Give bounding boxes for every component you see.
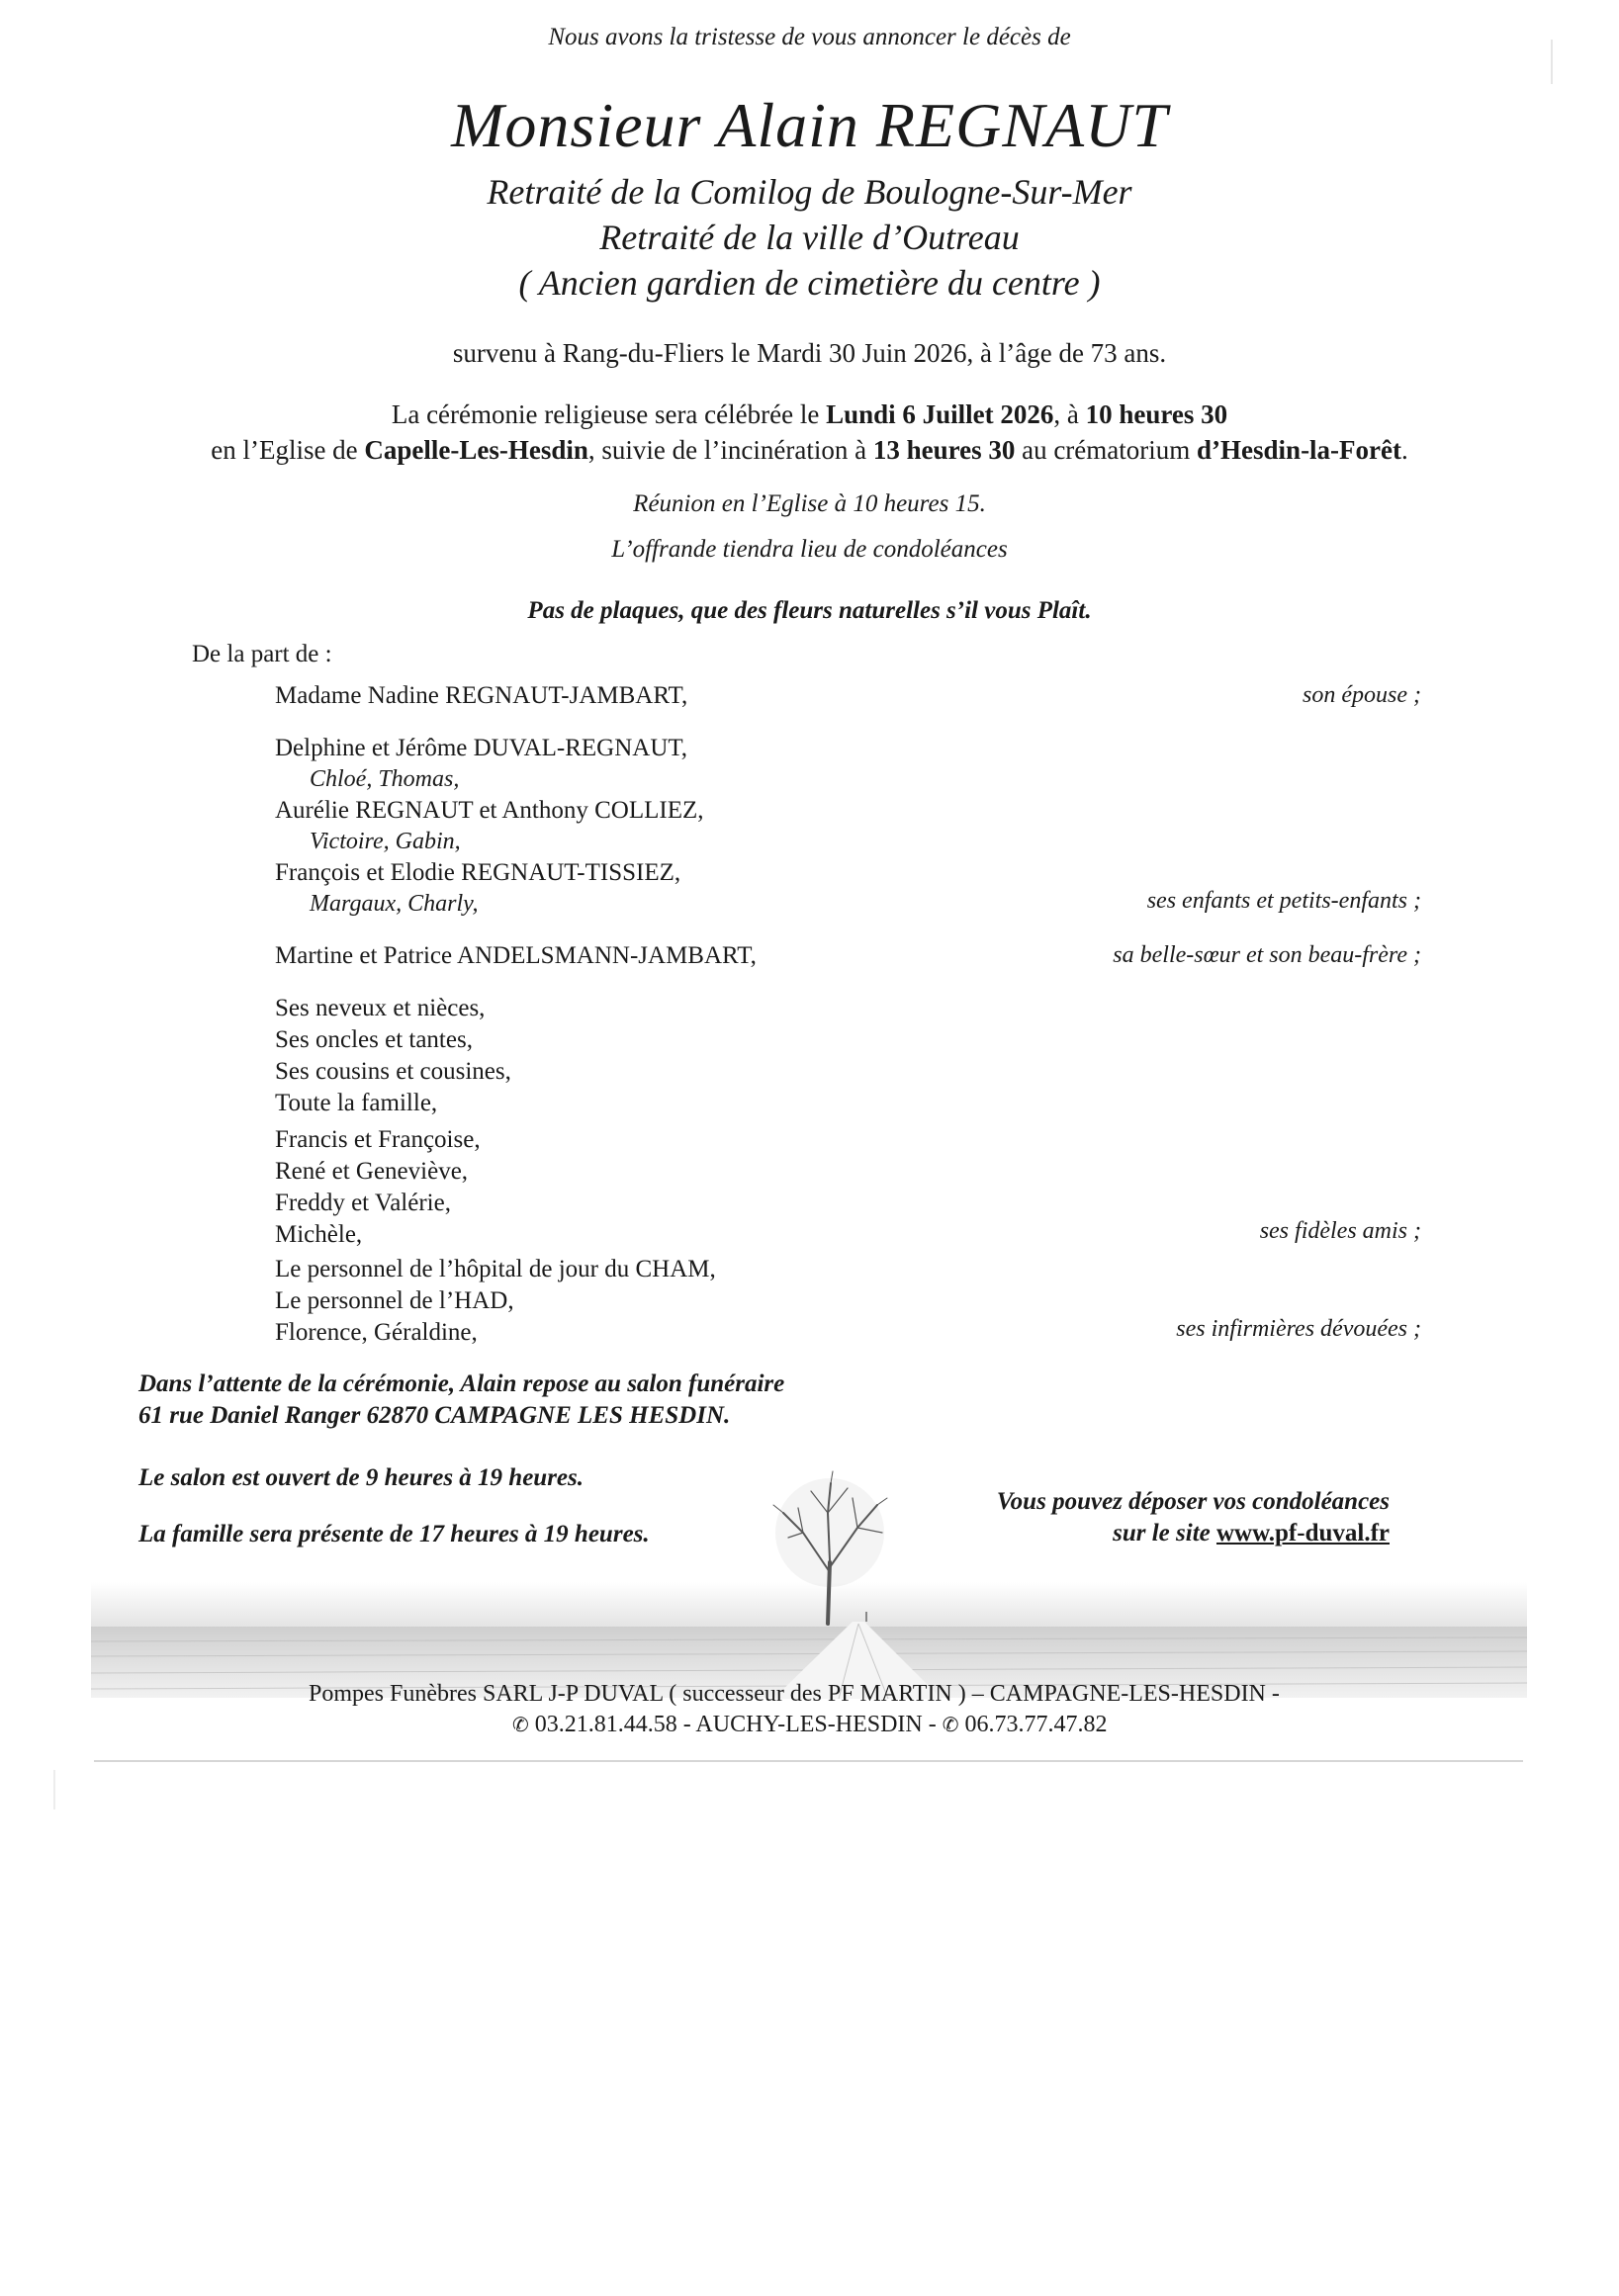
- church-name: Capelle-Les-Hesdin: [364, 435, 588, 465]
- condolences-text: sur le site: [1113, 1520, 1216, 1546]
- spouse-role: son épouse ;: [1303, 682, 1421, 708]
- footer-company: Pompes Funèbres SARL J-P DUVAL ( successeur des PF MARTIN ) – CAMPAGNE-LES-HESDIN -: [309, 1681, 1280, 1707]
- friends-role: ses fidèles amis ;: [1259, 1218, 1421, 1244]
- death-info: survenu à Rang-du-Fliers le Mardi 30 Juin 2026, à l’âge de 73 ans.: [452, 338, 1167, 368]
- role-2: Retraité de la ville d’Outreau: [599, 218, 1020, 257]
- grandchildren-1: Chloé, Thomas,: [310, 766, 460, 792]
- ceremony-text: .: [1401, 435, 1408, 465]
- child-2: Aurélie REGNAUT et Anthony COLLIEZ,: [275, 797, 704, 824]
- nurse-3: Florence, Géraldine,: [275, 1319, 478, 1346]
- grandchildren-2: Victoire, Gabin,: [310, 829, 461, 854]
- nurses-role: ses infirmières dévouées ;: [1176, 1316, 1421, 1342]
- inlaws-name: Martine et Patrice ANDELSMANN-JAMBART,: [275, 942, 757, 969]
- role-3: ( Ancien gardien de cimetière du centre ): [518, 263, 1101, 303]
- friend-1: Francis et Françoise,: [275, 1126, 481, 1153]
- reunion-text: Réunion en l’Eglise à 10 heures 15.: [633, 490, 986, 517]
- ceremony-text: La cérémonie religieuse sera célébrée le: [391, 399, 827, 429]
- grandchildren-3: Margaux, Charly,: [310, 891, 479, 917]
- plaques-text: Pas de plaques, que des fleurs naturelles s’il vous Plaît.: [527, 597, 1092, 624]
- ceremony-text: , suivie de l’incinération à: [587, 435, 873, 465]
- role-1: Retraité de la Comilog de Boulogne-Sur-Mer: [487, 172, 1132, 212]
- intro-text: Nous avons la tristesse de vous annoncer le décès de: [548, 24, 1071, 50]
- ceremony-text: en l’Eglise de: [211, 435, 365, 465]
- family-presence: La famille sera présente de 17 heures à 19 heures.: [138, 1521, 650, 1547]
- friend-4: Michèle,: [275, 1221, 363, 1248]
- spouse-name: Madame Nadine REGNAUT-JAMBART,: [275, 682, 688, 709]
- from-label: De la part de :: [192, 641, 332, 667]
- inlaws-role: sa belle-sœur et son beau-frère ;: [1113, 942, 1421, 968]
- relatives-4: Toute la famille,: [275, 1090, 438, 1116]
- child-1: Delphine et Jérôme DUVAL-REGNAUT,: [275, 735, 688, 761]
- footer-divider: [94, 1760, 1523, 1762]
- landscape-banner: [91, 1444, 1527, 1701]
- child-3: François et Elodie REGNAUT-TISSIEZ,: [275, 859, 681, 886]
- salon-line-1: Dans l’attente de la cérémonie, Alain repose au salon funéraire: [138, 1370, 785, 1397]
- deceased-name: Monsieur Alain REGNAUT: [451, 90, 1168, 160]
- phone-number-1: 03.21.81.44.58: [534, 1712, 677, 1737]
- nurse-2: Le personnel de l’HAD,: [275, 1287, 514, 1314]
- cremation-time: 13 heures 30: [872, 435, 1016, 465]
- crematorium-name: d’Hesdin-la-Forêt: [1197, 435, 1402, 465]
- children-role: ses enfants et petits-enfants ;: [1146, 888, 1421, 914]
- relatives-1: Ses neveux et nièces,: [275, 995, 486, 1021]
- margin-mark: [53, 1770, 55, 1810]
- margin-mark: [1551, 40, 1553, 84]
- phone-icon: ✆: [942, 1715, 959, 1736]
- salon-hours: Le salon est ouvert de 9 heures à 19 heures.: [138, 1464, 584, 1491]
- friend-3: Freddy et Valérie,: [275, 1190, 451, 1216]
- phone-number-2: 06.73.77.47.82: [964, 1712, 1108, 1737]
- phone-icon: ✆: [512, 1715, 529, 1736]
- condolences-line-1: Vous pouvez déposer vos condoléances: [996, 1488, 1390, 1515]
- ceremony-text: , à: [1053, 399, 1086, 429]
- relatives-3: Ses cousins et cousines,: [275, 1058, 511, 1085]
- footer-contacts: [512, 1712, 1108, 1738]
- footer-location: - AUCHY-LES-HESDIN -: [676, 1712, 943, 1737]
- ceremony-time: 10 heures 30: [1085, 399, 1228, 429]
- ceremony-date: Lundi 6 Juillet 2026: [826, 399, 1054, 429]
- ceremony-line-1: [0, 399, 1619, 430]
- offrande-text: L’offrande tiendra lieu de condoléances: [611, 536, 1008, 563]
- salon-address: 61 rue Daniel Ranger 62870 CAMPAGNE LES HESDIN.: [138, 1402, 731, 1429]
- nurse-1: Le personnel de l’hôpital de jour du CHAM,: [275, 1256, 716, 1282]
- ceremony-line-2: [0, 435, 1619, 466]
- friend-2: René et Geneviève,: [275, 1158, 469, 1185]
- ceremony-text: au crématorium: [1015, 435, 1198, 465]
- website-link[interactable]: www.pf-duval.fr: [1215, 1520, 1390, 1546]
- relatives-2: Ses oncles et tantes,: [275, 1026, 473, 1053]
